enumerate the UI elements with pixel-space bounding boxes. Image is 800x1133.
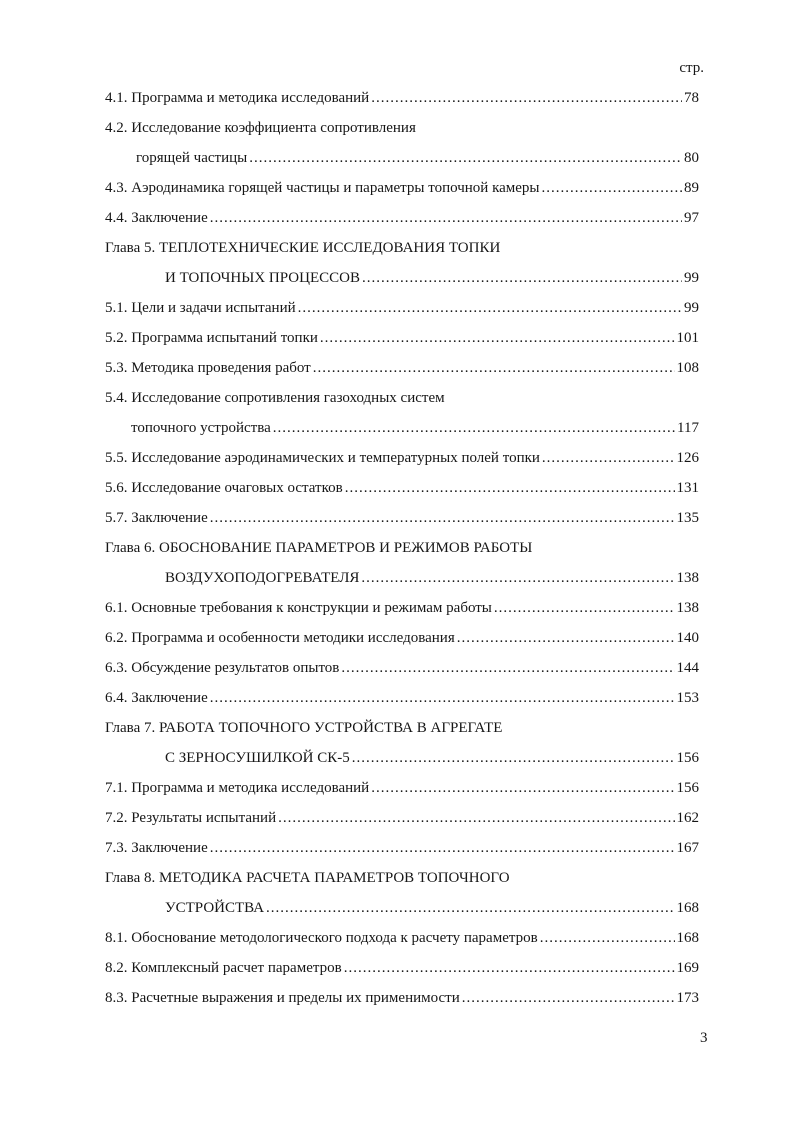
toc-chapter-line xyxy=(105,540,532,557)
toc-entry-title: Комплексный расчет параметров xyxy=(131,960,342,976)
toc-entry-line xyxy=(131,420,699,437)
toc-entry-number: 7.3. xyxy=(105,840,128,856)
toc-chapter-label: Глава 6. xyxy=(105,540,156,556)
toc-entry-page: 80 xyxy=(684,150,699,166)
toc-entry-title: Исследование коэффициента сопротивления xyxy=(131,120,416,136)
toc-entry-title: Аэродинамика горящей частицы и параметры топочной камеры xyxy=(131,180,540,196)
toc-entry-page: 173 xyxy=(676,990,699,1006)
toc-entry-page: 167 xyxy=(676,840,699,856)
leader-dots xyxy=(344,961,675,976)
toc-entry-line xyxy=(105,330,699,347)
toc-entry xyxy=(0,504,800,534)
toc-entry xyxy=(0,474,800,504)
toc-entry-line xyxy=(105,810,699,827)
leader-dots xyxy=(320,331,675,346)
toc-entry-page: 140 xyxy=(676,630,699,646)
toc-entry-page: 78 xyxy=(684,90,699,106)
toc-entry xyxy=(0,204,800,234)
toc-entry-page: 168 xyxy=(676,900,699,916)
toc-entry-number: 5.7. xyxy=(105,510,128,526)
toc-entry-title: Расчетные выражения и пределы их применимости xyxy=(131,990,460,1006)
toc-chapter-label: Глава 8. xyxy=(105,870,156,886)
toc-entry xyxy=(0,114,800,144)
toc-entry xyxy=(0,804,800,834)
toc-entry-line xyxy=(105,120,416,137)
toc-entry xyxy=(0,84,800,114)
toc-chapter-title-continuation: УСТРОЙСТВА xyxy=(165,900,265,916)
toc-entry-title: Методика проведения работ xyxy=(131,360,311,376)
toc-entry-line xyxy=(105,360,699,377)
leader-dots xyxy=(371,781,674,796)
toc-entry-number: 5.4. xyxy=(105,390,128,406)
toc-entry xyxy=(0,174,800,204)
toc-entry-number: 7.2. xyxy=(105,810,128,826)
leader-dots xyxy=(210,511,675,526)
toc-entry xyxy=(0,954,800,984)
toc-entry xyxy=(0,984,800,1014)
toc-entry-line xyxy=(105,660,699,677)
leader-dots xyxy=(273,421,675,436)
toc-chapter xyxy=(0,714,800,744)
toc-entry-title: Заключение xyxy=(131,210,208,226)
toc-entry-title: Программа и методика исследований xyxy=(131,780,370,796)
toc-chapter-line xyxy=(165,900,699,917)
toc-entry-page: 97 xyxy=(684,210,699,226)
leader-dots xyxy=(462,991,675,1006)
toc-entry-page: 162 xyxy=(676,810,699,826)
toc-entry xyxy=(0,294,800,324)
toc-entry-number: 5.2. xyxy=(105,330,128,346)
leader-dots xyxy=(542,181,682,196)
leader-dots xyxy=(266,901,674,916)
toc-entry-title: Результаты испытаний xyxy=(131,810,277,826)
toc-entry-line xyxy=(105,480,699,497)
toc-entry-page: 108 xyxy=(676,360,699,376)
leader-dots xyxy=(542,451,675,466)
toc-entry-title-continuation: топочного устройства xyxy=(131,420,271,436)
toc-chapter-label: Глава 5. xyxy=(105,240,156,256)
toc-entry xyxy=(0,384,800,414)
page-column-label: стр. xyxy=(679,60,704,76)
toc-entry-page: 89 xyxy=(684,180,699,196)
leader-dots xyxy=(457,631,675,646)
toc-entry-number: 4.2. xyxy=(105,120,128,136)
toc-entry-title: Программа испытаний топки xyxy=(131,330,318,346)
toc-entry-line xyxy=(105,210,699,227)
toc-chapter xyxy=(0,534,800,564)
toc-chapter-line xyxy=(165,750,699,767)
toc-entry-page: 135 xyxy=(676,510,699,526)
toc-entry-page: 169 xyxy=(676,960,699,976)
toc-chapter-continuation xyxy=(0,264,800,294)
toc-entry-line xyxy=(105,930,699,947)
toc-entry-line xyxy=(105,690,699,707)
toc-chapter-continuation xyxy=(0,744,800,774)
table-of-contents xyxy=(0,84,800,1014)
toc-entry-title: Заключение xyxy=(131,510,208,526)
toc-entry xyxy=(0,834,800,864)
toc-entry-line xyxy=(105,780,699,797)
toc-entry-number: 6.1. xyxy=(105,600,128,616)
leader-dots xyxy=(341,661,674,676)
toc-entry-number: 7.1. xyxy=(105,780,128,796)
leader-dots xyxy=(361,571,674,586)
toc-chapter-title: МЕТОДИКА РАСЧЕТА ПАРАМЕТРОВ ТОПОЧНОГО xyxy=(158,870,510,886)
toc-entry-title: Обоснование методологического подхода к расчету параметров xyxy=(131,930,538,946)
toc-chapter-label: Глава 7. xyxy=(105,720,156,736)
toc-entry-page: 156 xyxy=(676,750,699,766)
toc-entry-number: 5.6. xyxy=(105,480,128,496)
toc-entry-number: 5.1. xyxy=(105,300,128,316)
toc-chapter-title-continuation: ВОЗДУХОПОДОГРЕВАТЕЛЯ xyxy=(165,570,360,586)
toc-entry xyxy=(0,594,800,624)
toc-entry-page: 99 xyxy=(684,300,699,316)
toc-entry-title: Заключение xyxy=(131,840,208,856)
toc-entry-number: 6.4. xyxy=(105,690,128,706)
leader-dots xyxy=(249,151,682,166)
toc-chapter-title: РАБОТА ТОПОЧНОГО УСТРОЙСТВА В АГРЕГАТЕ xyxy=(158,720,503,736)
toc-entry-title-continuation: горящей частицы xyxy=(136,150,248,166)
toc-entry-line xyxy=(105,180,699,197)
toc-entry-page: 144 xyxy=(676,660,699,676)
page-number: 3 xyxy=(700,1030,708,1046)
toc-entry-page: 117 xyxy=(677,420,699,436)
toc-entry-page: 101 xyxy=(676,330,699,346)
toc-entry-title: Исследование сопротивления газоходных систем xyxy=(131,390,445,406)
toc-chapter-line xyxy=(105,870,510,887)
toc-entry-title: Программа и особенности методики исследования xyxy=(131,630,455,646)
toc-chapter-title-continuation: И ТОПОЧНЫХ ПРОЦЕССОВ xyxy=(165,270,360,286)
toc-entry-line xyxy=(105,390,445,407)
leader-dots xyxy=(371,91,682,106)
toc-chapter-title-continuation: С ЗЕРНОСУШИЛКОЙ СК-5 xyxy=(165,750,350,766)
toc-entry-title: Обсуждение результатов опытов xyxy=(131,660,340,676)
toc-entry-title: Исследование аэродинамических и температурных полей топки xyxy=(131,450,540,466)
toc-entry-line xyxy=(136,150,699,167)
leader-dots xyxy=(210,841,675,856)
leader-dots xyxy=(540,931,675,946)
toc-entry-line xyxy=(105,510,699,527)
toc-entry-title: Заключение xyxy=(131,690,208,706)
toc-entry-number: 8.3. xyxy=(105,990,128,1006)
toc-entry-number: 8.1. xyxy=(105,930,128,946)
toc-entry-title: Программа и методика исследований xyxy=(131,90,370,106)
toc-entry xyxy=(0,654,800,684)
toc-entry xyxy=(0,774,800,804)
leader-dots xyxy=(313,361,675,376)
leader-dots xyxy=(298,301,682,316)
toc-entry-number: 4.1. xyxy=(105,90,128,106)
toc-entry-line xyxy=(105,960,699,977)
leader-dots xyxy=(352,751,675,766)
toc-chapter-line xyxy=(165,570,699,587)
toc-entry xyxy=(0,354,800,384)
toc-chapter xyxy=(0,864,800,894)
toc-entry-number: 8.2. xyxy=(105,960,128,976)
toc-entry xyxy=(0,924,800,954)
toc-entry-number: 6.3. xyxy=(105,660,128,676)
leader-dots xyxy=(494,601,675,616)
toc-entry-title: Исследование очаговых остатков xyxy=(131,480,343,496)
leader-dots xyxy=(210,211,682,226)
toc-entry-page: 138 xyxy=(676,600,699,616)
toc-entry-page: 156 xyxy=(676,780,699,796)
toc-entry-continuation xyxy=(0,144,800,174)
toc-entry-continuation xyxy=(0,414,800,444)
toc-chapter-continuation xyxy=(0,894,800,924)
toc-entry-page: 126 xyxy=(676,450,699,466)
toc-entry-number: 4.3. xyxy=(105,180,128,196)
toc-entry-page: 138 xyxy=(676,570,699,586)
toc-entry xyxy=(0,324,800,354)
toc-entry-number: 6.2. xyxy=(105,630,128,646)
toc-entry-line xyxy=(105,450,699,467)
toc-entry-title: Основные требования к конструкции и режимам работы xyxy=(131,600,492,616)
toc-chapter-title: ОБОСНОВАНИЕ ПАРАМЕТРОВ И РЕЖИМОВ РАБОТЫ xyxy=(158,540,533,556)
leader-dots xyxy=(210,691,675,706)
toc-entry-line xyxy=(105,600,699,617)
toc-chapter-line xyxy=(105,720,502,737)
toc-entry-line xyxy=(105,300,699,317)
leader-dots xyxy=(278,811,674,826)
toc-entry xyxy=(0,684,800,714)
toc-entry-title: Цели и задачи испытаний xyxy=(131,300,296,316)
toc-entry-number: 4.4. xyxy=(105,210,128,226)
toc-entry-page: 131 xyxy=(676,480,699,496)
toc-chapter-line xyxy=(165,270,699,287)
toc-chapter-line xyxy=(105,240,500,257)
toc-chapter-continuation xyxy=(0,564,800,594)
toc-entry-number: 5.3. xyxy=(105,360,128,376)
toc-entry-number: 5.5. xyxy=(105,450,128,466)
toc-chapter xyxy=(0,234,800,264)
leader-dots xyxy=(345,481,675,496)
toc-entry-line xyxy=(105,990,699,1007)
toc-entry-page: 168 xyxy=(676,930,699,946)
toc-entry-line xyxy=(105,630,699,647)
toc-entry-line xyxy=(105,90,699,107)
leader-dots xyxy=(362,271,682,286)
toc-entry xyxy=(0,624,800,654)
toc-entry xyxy=(0,444,800,474)
toc-entry-page: 99 xyxy=(684,270,699,286)
toc-chapter-title: ТЕПЛОТЕХНИЧЕСКИЕ ИССЛЕДОВАНИЯ ТОПКИ xyxy=(158,240,501,256)
toc-entry-line xyxy=(105,840,699,857)
toc-entry-page: 153 xyxy=(676,690,699,706)
